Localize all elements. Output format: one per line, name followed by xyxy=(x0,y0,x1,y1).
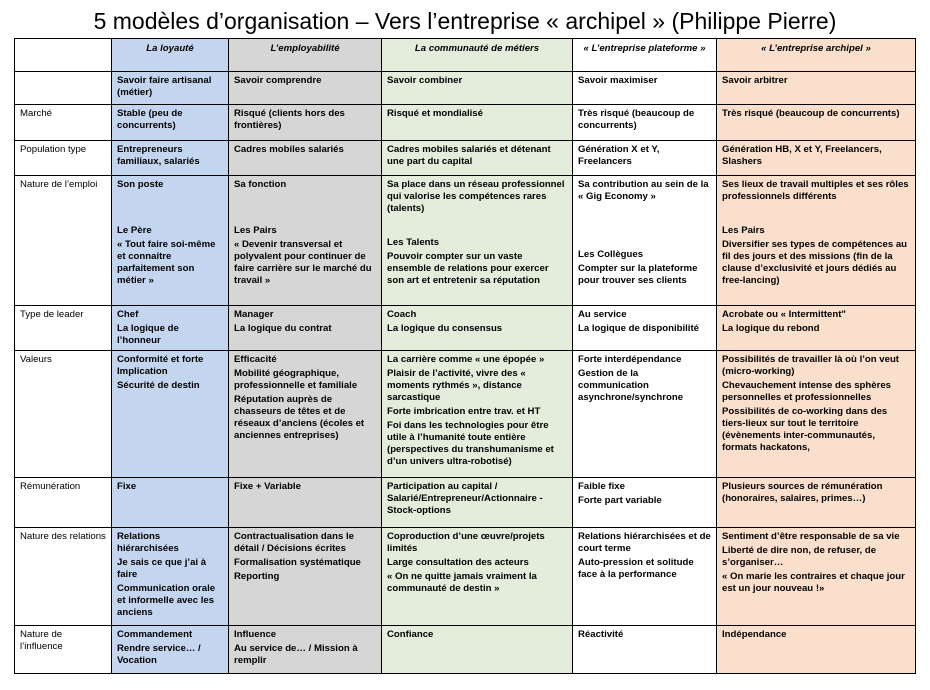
cell-text: Mobilité géographique, professionnelle et familiale xyxy=(234,368,358,391)
cell-plateforme xyxy=(573,141,717,176)
cell-text: Cadres mobiles salariés xyxy=(234,144,344,155)
cell-text: La logique de disponibilité xyxy=(578,323,699,334)
cell-text: Savoir arbitrer xyxy=(722,75,788,86)
cell-text: La carrière comme « une épopée » xyxy=(387,354,545,365)
cell-text: Communication orale et informelle avec les anciens xyxy=(117,583,216,618)
table-row xyxy=(15,105,916,141)
row-label: Nature de l’emploi xyxy=(15,176,112,306)
spacer xyxy=(722,203,910,225)
cell-employabilite xyxy=(229,105,382,141)
cell-text: Rendre service… / Vocation xyxy=(117,643,201,666)
cell-plateforme xyxy=(573,351,717,478)
cell-text: Génération X et Y, Freelancers xyxy=(578,144,660,167)
cell-text: Influence xyxy=(234,629,277,640)
cell-text: Le Père xyxy=(117,225,152,236)
cell-employabilite xyxy=(229,72,382,105)
cell-text: Coach xyxy=(387,309,417,320)
header-communaute: La communauté de métiers xyxy=(382,39,573,72)
cell-text: Savoir faire artisanal (métier) xyxy=(117,75,212,98)
cell-communaute xyxy=(382,72,573,105)
cell-communaute xyxy=(382,141,573,176)
cell-text: Coproduction d’une œuvre/projets limités xyxy=(387,531,545,554)
cell-text: Stable (peu de concurrents) xyxy=(117,108,183,131)
cell-text: Au service xyxy=(578,309,627,320)
corner-cell xyxy=(15,39,112,72)
cell-text: Possibilités de co-working dans des tiers-lieux sur tout le territoire (évènements inter-communautés, formats hackatons, xyxy=(722,406,888,453)
cell-text: Faible fixe xyxy=(578,481,625,492)
cell-loyaute xyxy=(112,105,229,141)
cell-loyaute xyxy=(112,626,229,674)
cell-text: Reporting xyxy=(234,571,280,582)
cell-archipel xyxy=(717,105,916,141)
cell-loyaute xyxy=(112,176,229,306)
cell-text: Foi dans les technologies pour être utile à l’humanité toute entière (perspectives du transhumanisme et d’un univers ultra-robotisé) xyxy=(387,420,554,467)
cell-communaute xyxy=(382,478,573,528)
cell-text: Conformité et forte Implication xyxy=(117,354,204,377)
cell-text: Confiance xyxy=(387,629,434,640)
cell-text: Risqué (clients hors des frontières) xyxy=(234,108,345,131)
cell-text: Très risqué (beaucoup de concurrents) xyxy=(722,108,900,119)
cell-text: Savoir comprendre xyxy=(234,75,322,86)
cell-text: Sa place dans un réseau professionnel qui valorise les compétences rares (talents) xyxy=(387,179,565,214)
cell-plateforme xyxy=(573,105,717,141)
cell-text: Fixe xyxy=(117,481,137,492)
row-label: Valeurs xyxy=(15,351,112,478)
cell-text: Les Pairs xyxy=(234,225,277,236)
cell-text: Pouvoir compter sur un vaste ensemble de relations pour exercer son art et entretenir sa réputation xyxy=(387,251,549,286)
cell-text: Au service de… / Mission à remplir xyxy=(234,643,358,666)
cell-text: La logique du contrat xyxy=(234,323,332,334)
cell-text: Possibilités de travailler là où l’on veut (micro-working) xyxy=(722,354,900,377)
cell-text: Les Pairs xyxy=(722,225,765,236)
spacer xyxy=(387,215,567,237)
row-label: Nature de l’influence xyxy=(15,626,112,674)
cell-employabilite xyxy=(229,176,382,306)
cell-employabilite xyxy=(229,626,382,674)
cell-text: Risqué et mondialisé xyxy=(387,108,483,119)
cell-text: Compter sur la plateforme pour trouver ses clients xyxy=(578,263,698,286)
cell-text: Liberté de dire non, de refuser, de s’organiser… xyxy=(722,545,877,568)
cell-plateforme xyxy=(573,478,717,528)
cell-text: Son poste xyxy=(117,179,164,190)
cell-text: Entrepreneurs familiaux, salariés xyxy=(117,144,200,167)
cell-communaute xyxy=(382,626,573,674)
row-label: Rémunération xyxy=(15,478,112,528)
cell-text: Réactivité xyxy=(578,629,624,640)
cell-communaute xyxy=(382,306,573,351)
cell-text: Les Collègues xyxy=(578,249,644,260)
cell-text: La logique du consensus xyxy=(387,323,503,334)
page-title: 5 modèles d’organisation – Vers l’entreprise « archipel » (Philippe Pierre) xyxy=(93,8,837,34)
cell-text: Savoir maximiser xyxy=(578,75,658,86)
cell-archipel xyxy=(717,351,916,478)
cell-archipel xyxy=(717,176,916,306)
cell-text: Je sais ce que j’ai à faire xyxy=(117,557,207,580)
cell-communaute xyxy=(382,528,573,626)
cell-text: Formalisation systématique xyxy=(234,557,361,568)
cell-text: Forte part variable xyxy=(578,495,662,506)
cell-text: Large consultation des acteurs xyxy=(387,557,529,568)
cell-text: Relations hiérarchisées xyxy=(117,531,179,554)
spacer xyxy=(578,203,711,249)
cell-plateforme xyxy=(573,72,717,105)
cell-text: Diversifier ses types de compétences au fil des jours et des missions (fin de la clause d’exclusivité et jours dédiés au free-lancing) xyxy=(722,239,908,286)
cell-loyaute xyxy=(112,528,229,626)
header-plateforme: « L’entreprise plateforme » xyxy=(573,39,717,72)
cell-text: Forte interdépendance xyxy=(578,354,682,365)
cell-text: Sécurité de destin xyxy=(117,380,200,391)
cell-plateforme xyxy=(573,626,717,674)
table-row xyxy=(15,306,916,351)
cell-text: Acrobate ou « Intermittent" xyxy=(722,309,846,320)
cell-text: « Tout faire soi-même et connaitre parfaitement son métier » xyxy=(117,239,216,286)
cell-text: Forte imbrication entre trav. et HT xyxy=(387,406,541,417)
organisation-models-table xyxy=(14,38,916,674)
row-label: Nature des relations xyxy=(15,528,112,626)
cell-employabilite xyxy=(229,478,382,528)
cell-text: « Devenir transversal et polyvalent pour continuer de faire carrière sur le marché du travail » xyxy=(234,239,372,286)
cell-communaute xyxy=(382,105,573,141)
row-label xyxy=(15,72,112,105)
cell-text: Chevauchement intense des sphères personnelles et professionnelles xyxy=(722,380,892,403)
cell-plateforme xyxy=(573,528,717,626)
cell-archipel xyxy=(717,72,916,105)
cell-loyaute xyxy=(112,351,229,478)
cell-loyaute xyxy=(112,72,229,105)
cell-text: Ses lieux de travail multiples et ses rôles professionnels différents xyxy=(722,179,909,202)
cell-archipel xyxy=(717,626,916,674)
cell-loyaute xyxy=(112,141,229,176)
cell-text: Commandement xyxy=(117,629,193,640)
table-row xyxy=(15,141,916,176)
cell-text: Très risqué (beaucoup de concurrents) xyxy=(578,108,695,131)
spacer xyxy=(117,191,223,225)
cell-employabilite xyxy=(229,141,382,176)
table-row xyxy=(15,351,916,478)
row-label: Marché xyxy=(15,105,112,141)
cell-text: Relations hiérarchisées et de court terme xyxy=(578,531,711,554)
row-label: Type de leader xyxy=(15,306,112,351)
cell-employabilite xyxy=(229,306,382,351)
cell-text: Indépendance xyxy=(722,629,787,640)
row-label: Population type xyxy=(15,141,112,176)
cell-plateforme xyxy=(573,176,717,306)
cell-loyaute xyxy=(112,306,229,351)
cell-text: Les Talents xyxy=(387,237,440,248)
cell-text: Sa contribution au sein de la « Gig Economy » xyxy=(578,179,709,202)
spacer xyxy=(234,191,376,225)
cell-communaute xyxy=(382,176,573,306)
table-row xyxy=(15,478,916,528)
cell-text: Plusieurs sources de rémunération (honoraires, salaires, primes…) xyxy=(722,481,883,504)
cell-text: Sa fonction xyxy=(234,179,287,190)
cell-text: Manager xyxy=(234,309,274,320)
cell-communaute xyxy=(382,351,573,478)
cell-text: Participation au capital / Salarié/Entrepreneur/Actionnaire - Stock-options xyxy=(387,481,543,516)
cell-archipel xyxy=(717,306,916,351)
cell-text: La logique du rebond xyxy=(722,323,820,334)
cell-text: « On ne quitte jamais vraiment la communauté de destin » xyxy=(387,571,537,594)
cell-text: Fixe + Variable xyxy=(234,481,301,492)
cell-text: Génération HB, X et Y, Freelancers, Slashers xyxy=(722,144,882,167)
header-employabilite: L’employabilité xyxy=(229,39,382,72)
header-row xyxy=(15,39,916,72)
cell-text: Gestion de la communication asynchrone/synchrone xyxy=(578,368,684,403)
cell-text: Chef xyxy=(117,309,139,320)
cell-text: La logique de l’honneur xyxy=(117,323,179,346)
header-archipel: « L’entreprise archipel » xyxy=(717,39,916,72)
cell-text: Réputation auprès de chasseurs de têtes et de réseaux d’anciens (écoles et anciennes entreprises) xyxy=(234,394,365,441)
cell-employabilite xyxy=(229,351,382,478)
header-loyaute: La loyauté xyxy=(112,39,229,72)
cell-text: Contractualisation dans le détail / Décisions écrites xyxy=(234,531,354,554)
cell-archipel xyxy=(717,478,916,528)
cell-text: Cadres mobiles salariés et détenant une part du capital xyxy=(387,144,551,167)
cell-plateforme xyxy=(573,306,717,351)
table-row xyxy=(15,528,916,626)
cell-archipel xyxy=(717,141,916,176)
table-row xyxy=(15,626,916,674)
cell-text: Sentiment d’être responsable de sa vie xyxy=(722,531,900,542)
cell-employabilite xyxy=(229,528,382,626)
cell-text: « On marie les contraires et chaque jour est un jour nouveau !» xyxy=(722,571,905,594)
cell-text: Plaisir de l’activité, vivre des « moments rythmés », distance sarcastique xyxy=(387,368,526,403)
cell-archipel xyxy=(717,528,916,626)
cell-text: Auto-pression et solitude face à la performance xyxy=(578,557,694,580)
cell-text: Efficacité xyxy=(234,354,277,365)
cell-loyaute xyxy=(112,478,229,528)
cell-text: Savoir combiner xyxy=(387,75,463,86)
table-row xyxy=(15,72,916,105)
table-row xyxy=(15,176,916,306)
